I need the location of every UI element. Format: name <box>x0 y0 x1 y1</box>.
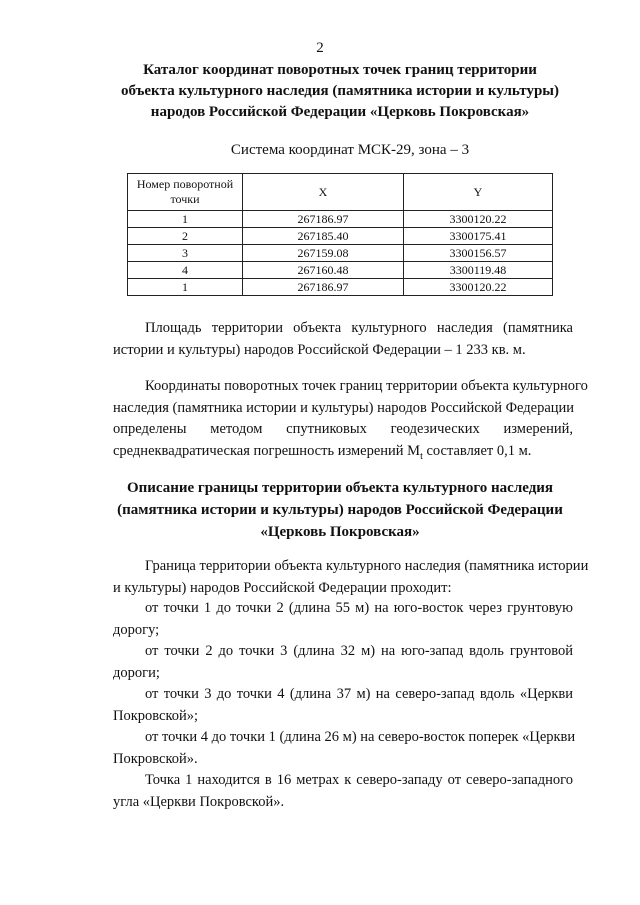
cell-x: 267159.08 <box>243 245 404 262</box>
table-row <box>128 228 553 245</box>
point-note <box>113 770 573 813</box>
segment-line: дорогу; <box>113 621 160 638</box>
segment-line: от точки 4 до точки 1 (длина 26 м) на северо-восток поперек «Церкви <box>145 729 576 745</box>
cell-point: 3 <box>128 245 243 262</box>
accuracy-prefix: среднеквадратическая погрешность измерений M <box>113 442 421 459</box>
cell-y: 3300119.48 <box>404 262 553 279</box>
catalog-title-line: народов Российской Федерации «Церковь Покровская» <box>150 104 530 120</box>
cell-x: 267185.40 <box>243 228 404 245</box>
accuracy-line: наследия (памятника истории и культуры) народов Российской Федерации <box>113 399 575 416</box>
cell-point: 1 <box>128 211 243 228</box>
point-note-line: Точка 1 находится в 16 метрах к северо-западу от северо-западного <box>145 772 573 788</box>
segment-1 <box>113 598 573 641</box>
table-row <box>128 262 553 279</box>
table-row <box>128 211 553 228</box>
accuracy-subscript: t <box>420 450 423 462</box>
segment-line: дороги; <box>113 664 160 681</box>
boundary-intro-line: Граница территории объекта культурного наследия (памятника истории <box>145 558 589 574</box>
cell-y: 3300156.57 <box>404 245 553 262</box>
cell-point: 4 <box>128 262 243 279</box>
cell-x: 267186.97 <box>243 211 404 228</box>
description-title <box>90 477 590 543</box>
segment-4 <box>113 727 576 770</box>
cell-x: 267160.48 <box>243 262 404 279</box>
accuracy-line: Координаты поворотных точек границ территории объекта культурного <box>145 378 588 394</box>
segment-line: от точки 1 до точки 2 (длина 55 м) на юго-восток через грунтовую <box>145 600 573 616</box>
accuracy-suffix: составляет 0,1 м. <box>422 442 532 459</box>
description-title-line: «Церковь Покровская» <box>260 524 420 540</box>
description-title-line: (памятника истории и культуры) народов Российской Федерации <box>117 502 563 518</box>
cell-y: 3300120.22 <box>404 279 553 296</box>
catalog-title-line: Каталог координат поворотных точек границ территории <box>143 62 537 78</box>
segment-line: от точки 3 до точки 4 (длина 37 м) на северо-запад вдоль «Церкви <box>145 686 573 702</box>
accuracy-line <box>113 441 573 467</box>
area-paragraph <box>113 318 573 361</box>
point-note-line: угла «Церкви Покровской». <box>113 793 285 810</box>
table-row <box>128 245 553 262</box>
segment-line: Покровской»; <box>113 707 199 724</box>
segment-3 <box>113 684 573 727</box>
page-number: 2 <box>316 40 324 56</box>
cell-point: 2 <box>128 228 243 245</box>
cell-x: 267186.97 <box>243 279 404 296</box>
header-y: Y <box>404 174 553 211</box>
description-title-line: Описание границы территории объекта культурного наследия <box>126 480 554 496</box>
boundary-intro-line: и культуры) народов Российской Федерации проходит: <box>113 579 452 596</box>
header-x: X <box>243 174 404 211</box>
cell-y: 3300175.41 <box>404 228 553 245</box>
coordinate-system: Система координат МСК-29, зона – 3 <box>230 142 470 158</box>
area-line: истории и культуры) народов Российской Федерации – 1 233 кв. м. <box>113 341 526 358</box>
segment-2 <box>113 641 573 684</box>
catalog-title-line: объекта культурного наследия (памятника истории и культуры) <box>120 83 559 99</box>
table-row <box>128 279 553 296</box>
cell-y: 3300120.22 <box>404 211 553 228</box>
cell-point: 1 <box>128 279 243 296</box>
catalog-title <box>90 60 590 123</box>
header-point-number: Номер поворотной точки <box>128 174 243 211</box>
segment-line: Покровской». <box>113 750 198 767</box>
area-line: Площадь территории объекта культурного наследия (памятника <box>145 320 573 336</box>
boundary-intro <box>113 556 589 599</box>
coordinates-table <box>127 173 553 296</box>
segment-line: от точки 2 до точки 3 (длина 32 м) на юго-запад вдоль грунтовой <box>145 643 573 659</box>
accuracy-line: определены методом спутниковых геодезических измерений, <box>113 421 573 437</box>
accuracy-paragraph <box>113 376 588 467</box>
table-header-row <box>128 174 553 211</box>
